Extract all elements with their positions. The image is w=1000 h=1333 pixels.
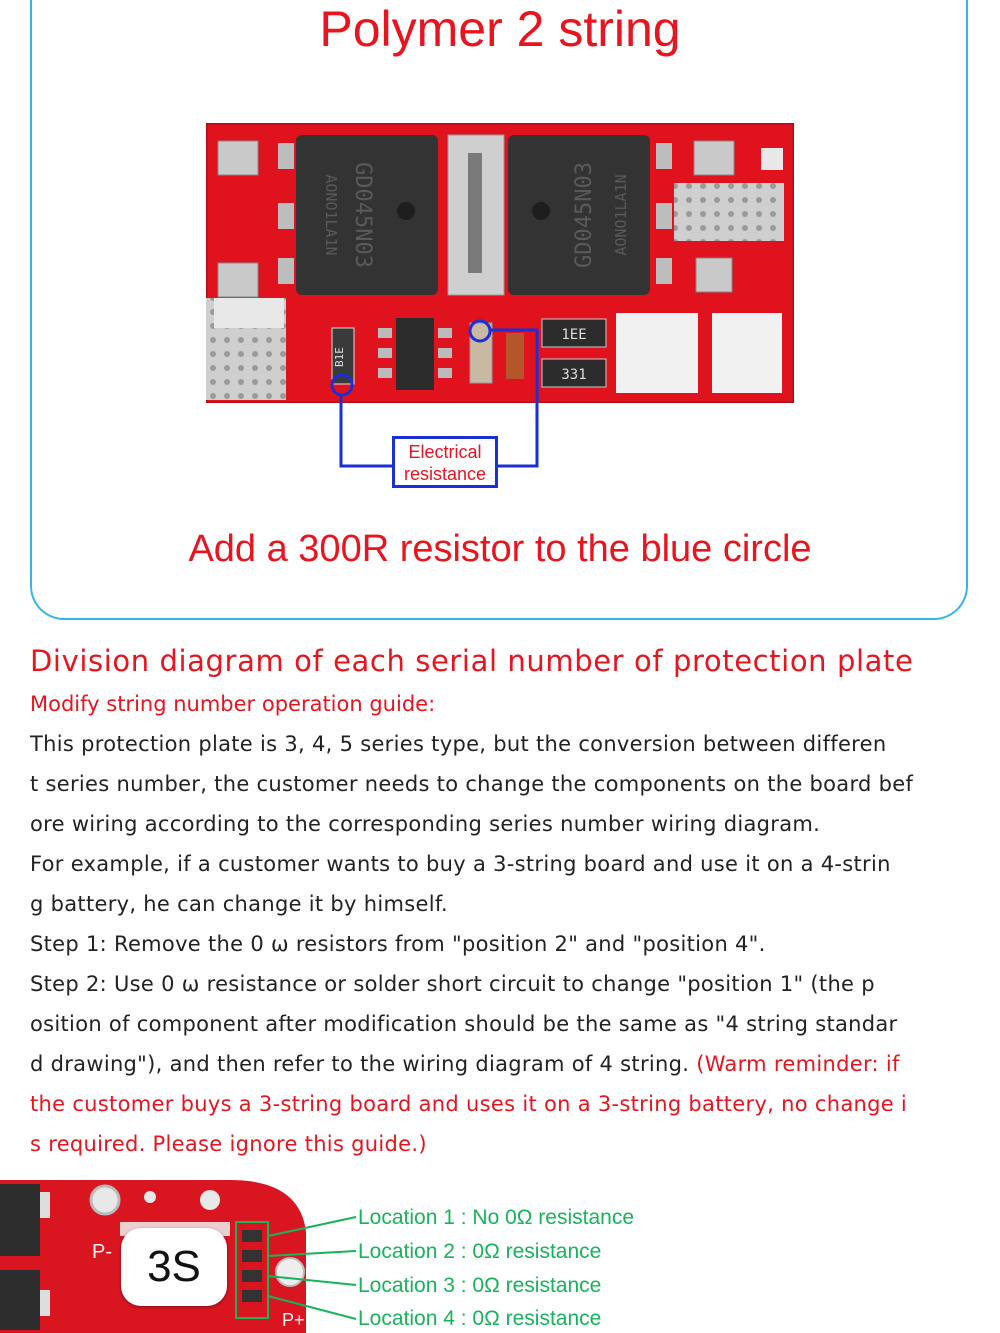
warm-reminder-line-2: the customer buys a 3-string board and uses it on a 3-string battery, no change i xyxy=(30,1092,908,1116)
svg-text:331: 331 xyxy=(561,367,587,383)
guide-line-4: For example, if a customer wants to buy a 3-string board and use it on a 4-strin xyxy=(30,852,891,876)
guide-line-8: osition of component after modification should be the same as "4 string standar xyxy=(30,1012,898,1036)
guide-line-2: t series number, the customer needs to change the components on the board bef xyxy=(30,772,914,796)
guide-line-6: Step 1: Remove the 0 ω resistors from "position 2" and "position 4". xyxy=(30,932,766,956)
location-3-label: Location 3 : 0Ω resistance xyxy=(358,1274,602,1297)
guide-line-1: This protection plate is 3, 4, 5 series type, but the conversion between differen xyxy=(30,732,887,756)
guide-line-9-text: d drawing"), and then refer to the wiring diagram of 4 string. xyxy=(30,1052,697,1076)
svg-text:AONO1LA1N: AONO1LA1N xyxy=(612,174,630,256)
guide-line-3: ore wiring according to the corresponding series number wiring diagram. xyxy=(30,812,821,836)
resistance-label xyxy=(392,436,498,488)
blue-circle-right xyxy=(470,321,490,341)
blue-circle-left xyxy=(332,375,352,395)
svg-text:GD045N03: GD045N03 xyxy=(572,162,597,268)
svg-text:P+: P+ xyxy=(282,1310,305,1330)
resistance-label-line2: resistance xyxy=(403,464,487,484)
section-heading: Division diagram of each serial number of protection plate xyxy=(30,644,914,678)
svg-text:B1E: B1E xyxy=(333,347,346,367)
guide-line-5: g battery, he can change it by himself. xyxy=(30,892,448,916)
svg-text:P-: P- xyxy=(92,1241,112,1263)
resistor-callout xyxy=(0,0,1000,520)
svg-text:GD045N03: GD045N03 xyxy=(350,162,375,268)
warm-reminder-start: (Warm reminder: if xyxy=(696,1052,900,1076)
guide-line-9 xyxy=(30,1044,975,1084)
location-1-label: Location 1 : No 0Ω resistance xyxy=(358,1206,635,1229)
location-4-label: Location 4 : 0Ω resistance xyxy=(358,1307,602,1330)
svg-text:AONO1LA1N: AONO1LA1N xyxy=(322,174,340,256)
guide-heading: Modify string number operation guide: xyxy=(30,692,436,716)
svg-text:1EE: 1EE xyxy=(561,327,587,343)
resistance-label-line1: Electrical xyxy=(408,442,482,462)
card-title: Polymer 2 string xyxy=(319,1,681,57)
instruction-text: Add a 300R resistor to the blue circle xyxy=(188,528,812,570)
guide-line-7: Step 2: Use 0 ω resistance or solder short circuit to change "position 1" (the p xyxy=(30,972,875,996)
3s-badge: 3S xyxy=(121,1228,227,1306)
location-2-label: Location 2 : 0Ω resistance xyxy=(358,1240,602,1263)
warm-reminder-line-3: s required. Please ignore this guide.) xyxy=(30,1132,427,1156)
